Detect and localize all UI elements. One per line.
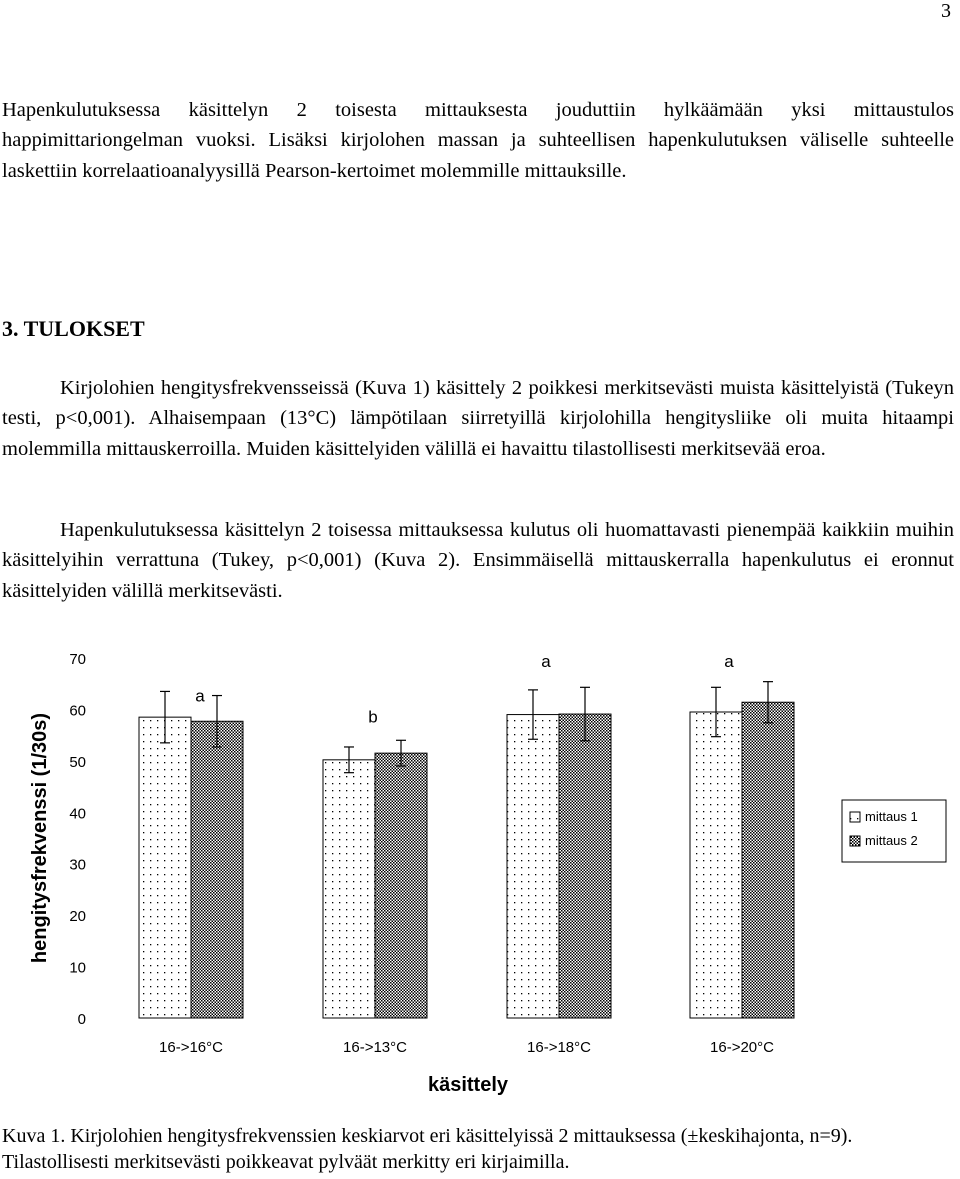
page-number: 3 (941, 0, 951, 22)
bar-chart (0, 640, 960, 1110)
x-tick-label: 16->13°C (343, 1039, 407, 1056)
y-tick-label: 40 (69, 805, 86, 823)
significance-letter: a (195, 686, 205, 706)
legend-swatch-1 (850, 812, 860, 822)
x-axis-label: käsittely (427, 1074, 509, 1096)
y-axis-ticks (69, 651, 86, 1028)
y-tick-label: 70 (69, 651, 86, 668)
y-tick-label: 30 (69, 856, 86, 874)
bar-2 (559, 714, 611, 1018)
y-tick-label: 60 (69, 702, 86, 720)
x-tick-label: 16->16°C (159, 1039, 223, 1056)
y-tick-label: 20 (69, 908, 86, 926)
legend-label-1: mittaus 1 (865, 809, 918, 824)
bar-2 (375, 753, 427, 1018)
section-heading: 3. TULOKSET (2, 316, 145, 341)
y-tick-label: 50 (69, 753, 86, 771)
bar-2 (191, 721, 243, 1018)
x-tick-label: 16->20°C (710, 1039, 774, 1056)
legend-swatch-2 (850, 836, 860, 846)
figure-caption: Kuva 1. Kirjolohien hengitysfrekvenssien keskiarvot eri käsittelyissä 2 mittauksessa (±keskihajonta, n=9). Tilastollisesti merkitsevästi poikkeavat pylväät merkitty eri kirjaimilla. (2, 1125, 853, 1173)
y-tick-label: 0 (77, 1011, 86, 1028)
bar-1 (323, 760, 375, 1018)
significance-letter: a (541, 652, 551, 671)
paragraph-results-breathing: Kirjolohien hengitysfrekvensseissä (Kuva 1) käsittely 2 poikkesi merkitsevästi muista käsittelyistä (Tukeyn testi, p<0,001). Alhaisempaan (13°C) lämpötilaan siirretyillä kirjolohilla hengitysliike oli muita hitaampi molemmilla mittauskerroilla. Muiden käsittelyiden välillä ei havaittu tilastollisesti merkitsevää eroa. (2, 377, 954, 460)
legend (842, 800, 946, 862)
bar-1 (139, 717, 191, 1018)
significance-letter: b (368, 707, 378, 727)
bars (139, 682, 794, 1018)
bar-1 (690, 712, 742, 1018)
bar-2 (742, 702, 794, 1018)
legend-label-2: mittaus 2 (865, 833, 918, 848)
paragraph-intro: Hapenkulutuksessa käsittelyn 2 toisesta mittauksesta jouduttiin hylkäämään yksi mittaustulos happimittariongelman vuoksi. Lisäksi kirjolohen massan ja suhteellisen hapenkulutuksen väliselle suhteelle laskettiin korrelaatioanalyysillä Pearson-kertoimet molemmille mittauksille. (2, 99, 954, 182)
x-axis-ticks (159, 1039, 774, 1056)
significance-letters (195, 652, 734, 726)
y-axis-label: hengitysfrekvenssi (1/30s) (29, 712, 51, 964)
x-tick-label: 16->18°C (527, 1039, 591, 1056)
y-tick-label: 10 (69, 959, 86, 977)
bar-1 (507, 715, 559, 1018)
significance-letter: a (724, 652, 734, 671)
paragraph-results-oxygen: Hapenkulutuksessa käsittelyn 2 toisessa mittauksessa kulutus oli huomattavasti pienempää kaikkiin muihin käsittelyihin verrattuna (Tukey, p<0,001) (Kuva 2). Ensimmäisellä mittauskerralla hapenkulutus ei eronnut käsittelyiden välillä merkitsevästi. (2, 519, 954, 602)
